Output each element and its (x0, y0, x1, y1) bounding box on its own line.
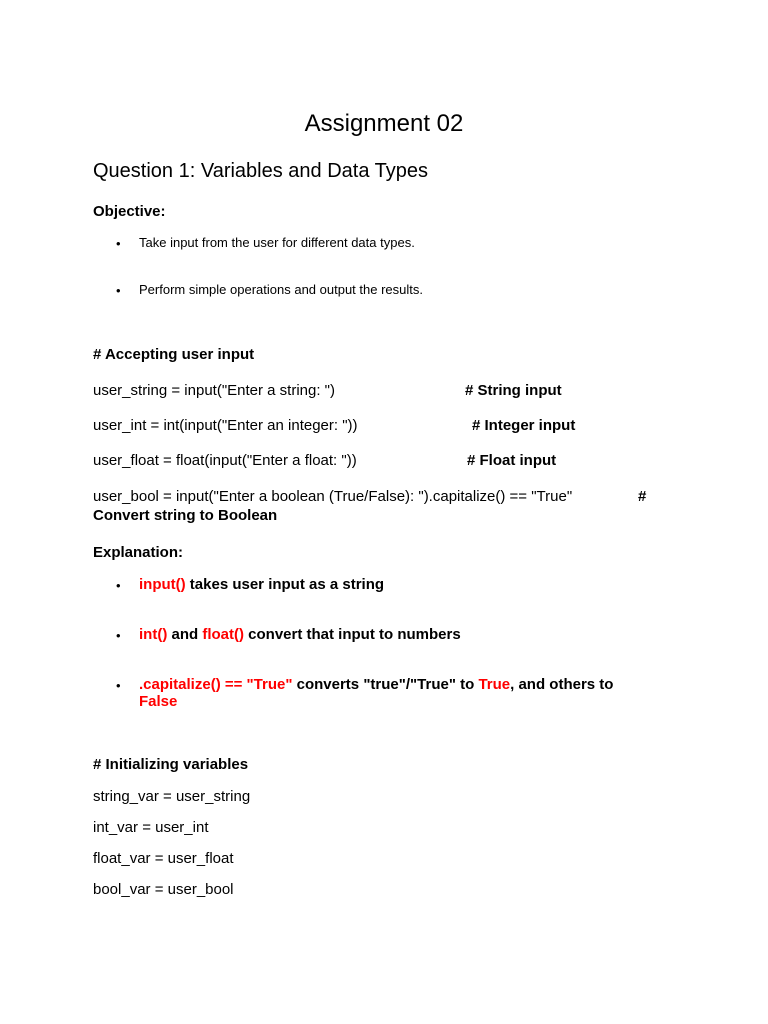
code-line-string: user_string = input("Enter a string: ") (93, 382, 336, 399)
code-comment-bool-text: Convert string to Boolean (93, 507, 278, 524)
code-keyword: .capitalize() == "True" (139, 676, 293, 693)
code-line-float: user_float = float(input("Enter a float: ")) (93, 452, 357, 469)
explanation-text: convert that input to numbers (244, 626, 461, 643)
init-line: int_var = user_int (93, 819, 209, 836)
code-keyword: False (139, 693, 178, 710)
bullet-icon: • (116, 678, 121, 693)
code-comment-int: # Integer input (472, 417, 576, 434)
page-title: Assignment 02 (304, 110, 464, 137)
code-keyword: input() (139, 576, 186, 593)
bullet-icon: • (116, 236, 121, 251)
explanation-text: and (167, 626, 203, 643)
init-line: float_var = user_float (93, 850, 234, 867)
init-line: bool_var = user_bool (93, 881, 234, 898)
init-line: string_var = user_string (93, 788, 251, 805)
code-keyword: int() (139, 626, 168, 643)
objective-item: Take input from the user for different data types. (139, 235, 415, 250)
explanation-item (139, 676, 613, 694)
explanation-text: converts "true"/"True" to (292, 676, 479, 693)
explanation-item (139, 576, 384, 594)
objective-item: Perform simple operations and output the results. (139, 282, 423, 297)
code-comment-string: # String input (465, 382, 562, 399)
bullet-icon: • (116, 283, 121, 298)
code-keyword: float() (202, 626, 244, 643)
objective-label: Objective: (93, 203, 166, 220)
question-heading: Question 1: Variables and Data Types (93, 160, 429, 182)
explanation-item (139, 626, 461, 644)
code-line-bool: user_bool = input("Enter a boolean (True/False): ").capitalize() == "True" (93, 488, 573, 505)
initializing-heading: # Initializing variables (93, 756, 249, 773)
explanation-text: , and others to (510, 676, 614, 693)
bullet-icon: • (116, 578, 121, 593)
code-comment-float: # Float input (467, 452, 557, 469)
code-comment-bool-hash: # (638, 488, 647, 505)
accepting-input-heading: # Accepting user input (93, 346, 255, 363)
explanation-label: Explanation: (93, 544, 184, 561)
explanation-text: takes user input as a string (185, 576, 385, 593)
code-line-int: user_int = int(input("Enter an integer: ")) (93, 417, 358, 434)
code-keyword: True (478, 676, 511, 693)
bullet-icon: • (116, 628, 121, 643)
